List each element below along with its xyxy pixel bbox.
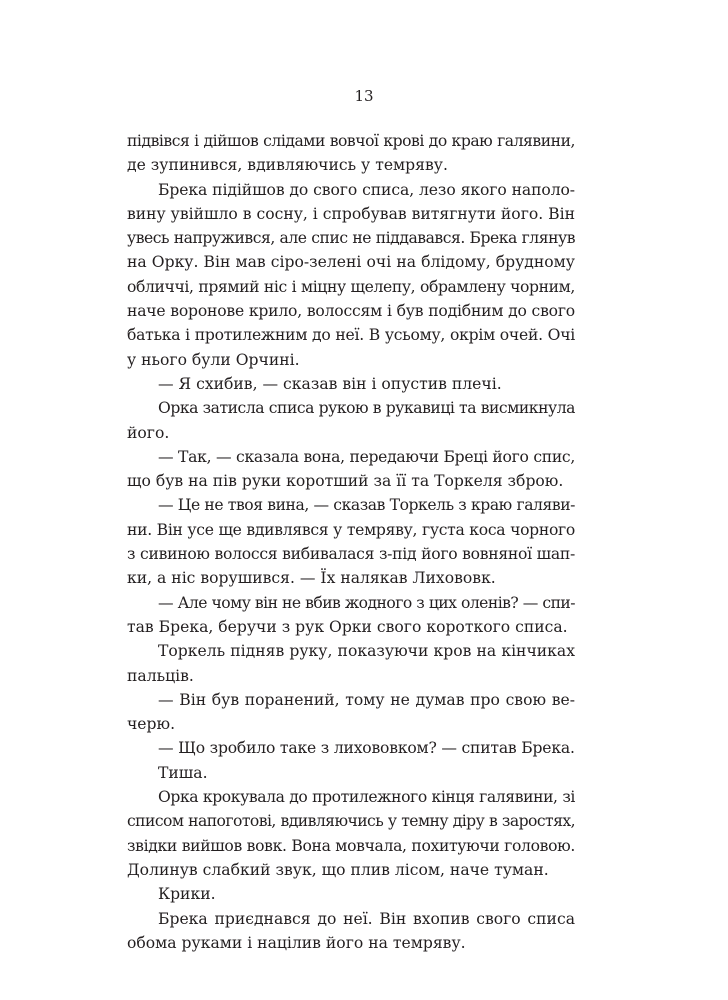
- text-line: його.: [127, 423, 170, 442]
- text-line: черю.: [127, 715, 176, 734]
- text-line: з сивиною волосся вибивалася з-під його вовняної шап-: [127, 545, 575, 564]
- text-line: — Так, — сказала вона, передаючи Бреці його спис,: [158, 447, 575, 466]
- text-line: звідки вийшов вовк. Вона мовчала, похитуючи головою.: [127, 836, 575, 855]
- text-line: — Він був поранений, тому не думав про свою ве-: [158, 690, 575, 709]
- text-line: вину увійшло в сосну, і спробував витягнути його. Він: [127, 204, 575, 223]
- text-line: ни. Він усе ще вдивлявся у темряву, густа коса чорного: [127, 520, 575, 539]
- text-line: обличчі, прямий ніс і міцну щелепу, обрамлену чорним,: [127, 277, 575, 296]
- text-line: Орка затисла списа рукою в рукавиці та висмикнула: [158, 399, 575, 418]
- text-line: у нього були Орчині.: [127, 350, 300, 369]
- text-line: наче воронове крило, волоссям і був подібним до свого: [127, 302, 575, 321]
- text-line: батька і протилежним до неї. В усьому, окрім очей. Очі: [127, 326, 575, 345]
- text-line: на Орку. Він мав сіро-зелені очі на блідому, брудному: [127, 253, 575, 272]
- text-line: пальців.: [127, 666, 194, 685]
- text-line: списом напоготові, вдивляючись у темну діру в заростях,: [127, 812, 575, 831]
- text-line: Тиша.: [158, 763, 208, 782]
- text-line: — Я схибив, — сказав він і опустив плечі.: [158, 374, 502, 393]
- text-line: обома руками і націлив його на темряву.: [127, 933, 466, 952]
- text-line: що був на пів руки коротший за її та Торкеля зброю.: [127, 472, 564, 491]
- page-number: 13: [354, 87, 374, 105]
- body-text: [127, 129, 575, 955]
- text-line: Торкель підняв руку, показуючи кров на кінчиках: [158, 642, 575, 661]
- text-line: Брека підійшов до свого списа, лезо якого наполо-: [158, 180, 575, 199]
- text-line: Крики.: [158, 885, 216, 904]
- text-line: де зупинився, вдивляючись у темряву.: [127, 156, 448, 175]
- text-line: — Це не твоя вина, — сказав Торкель з краю галяви-: [158, 496, 575, 515]
- text-line: — Що зробило таке з лихововком? — спитав Брека.: [158, 739, 575, 758]
- text-line: Брека приєднався до неї. Він вхопив свого списа: [158, 909, 575, 928]
- text-line: тав Брека, беручи з рук Орки свого короткого списа.: [127, 617, 568, 636]
- text-line: підвівся і дійшов слідами вовчої крові до краю галявини,: [127, 132, 575, 150]
- text-line: — Але чому він не вбив жодного з цих оленів? — спи-: [158, 593, 575, 612]
- text-line: Долинув слабкий звук, що плив лісом, наче туман.: [127, 860, 549, 879]
- text-line: увесь напружився, але спис не піддавався. Брека глянув: [127, 229, 575, 248]
- text-line: Орка крокувала до протилежного кінця галявини, зі: [158, 788, 575, 807]
- text-line: ки, а ніс ворушився. — Їх налякав Лихововк.: [127, 569, 496, 588]
